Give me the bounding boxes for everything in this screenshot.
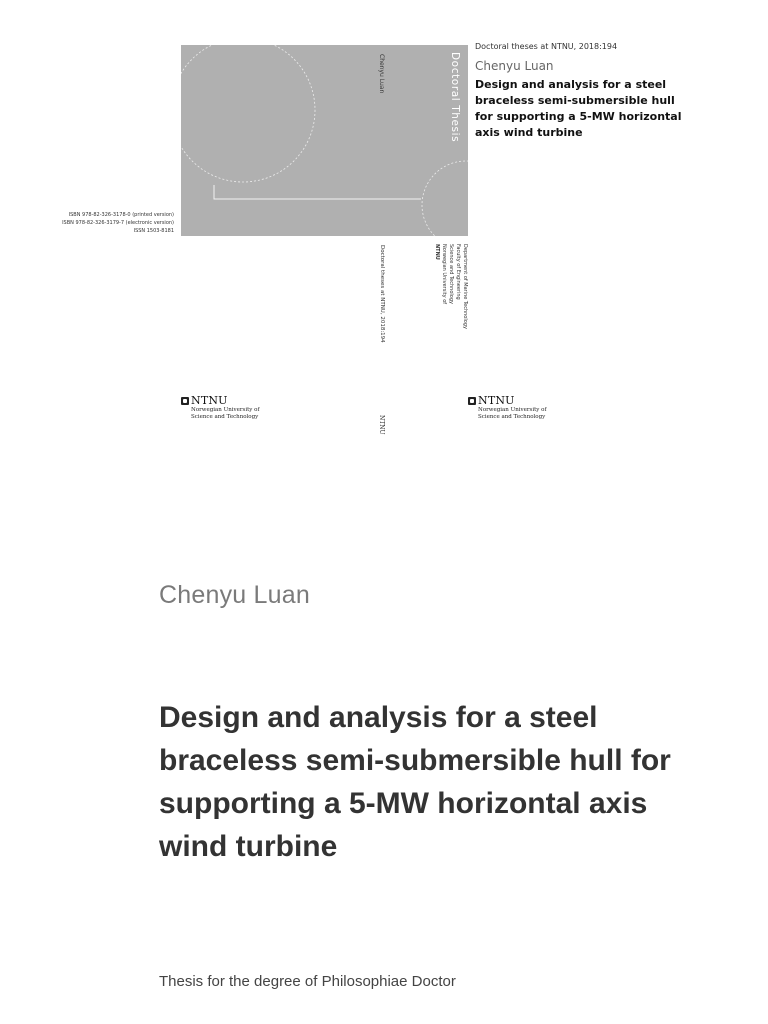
issn: ISSN 1503-8181 [133,228,174,234]
affiliation-line: Science and Technology [448,244,454,304]
cover-front-panel [181,45,468,236]
logo-name: NTNU [191,394,228,407]
logo-name: NTNU [478,394,515,407]
spine-series: Doctoral theses at NTNU, 2018:194 [379,245,385,343]
cover-author: Chenyu Luan [475,59,554,73]
cover-circle-small [422,161,468,236]
logo-subtitle-1: Norwegian University of [478,407,547,413]
cover-graphic [181,45,468,236]
spine-logo: NTNU [378,415,385,435]
series-line: Doctoral theses at NTNU, 2018:194 [475,42,618,51]
title-page-title: Design and analysis for a steel braceless semi-submersible hull for supporting a 5-MW horizontal axis wind turbine [159,701,671,863]
isbn-electronic: ISBN 978-82-326-3179-7 (electronic version) [62,220,174,226]
logo-subtitle-2: Science and Technology [191,413,259,420]
logo-subtitle-2: Science and Technology [478,413,546,420]
spine-author: Chenyu Luan [378,54,385,94]
isbn-printed: ISBN 978-82-326-3178-0 (printed version) [68,212,174,218]
logo-subtitle-1: Norwegian University of [191,407,260,413]
ntnu-logo-icon [468,397,476,405]
cover-circle-large [181,45,315,182]
title-page-author: Chenyu Luan [159,581,310,609]
affiliation-line: Department of Marine Technology [462,244,468,329]
ntnu-logo-right [468,394,547,420]
title-page-degree: Thesis for the degree of Philosophiae Doctor [159,973,456,990]
cover-title: Design and analysis for a steel braceless semi-submersible hull for supporting a 5-MW horizontal axis wind turbine [475,78,682,139]
ntnu-logo-icon [181,397,189,405]
affiliation-line: Faculty of Engineering [455,244,461,300]
ntnu-logo-left [181,394,260,420]
cover-line [214,185,421,199]
doctoral-thesis-label: Doctoral Thesis [449,52,461,143]
affiliation-line: NTNU [434,244,440,260]
affiliation-line: Norwegian University of [441,244,447,305]
